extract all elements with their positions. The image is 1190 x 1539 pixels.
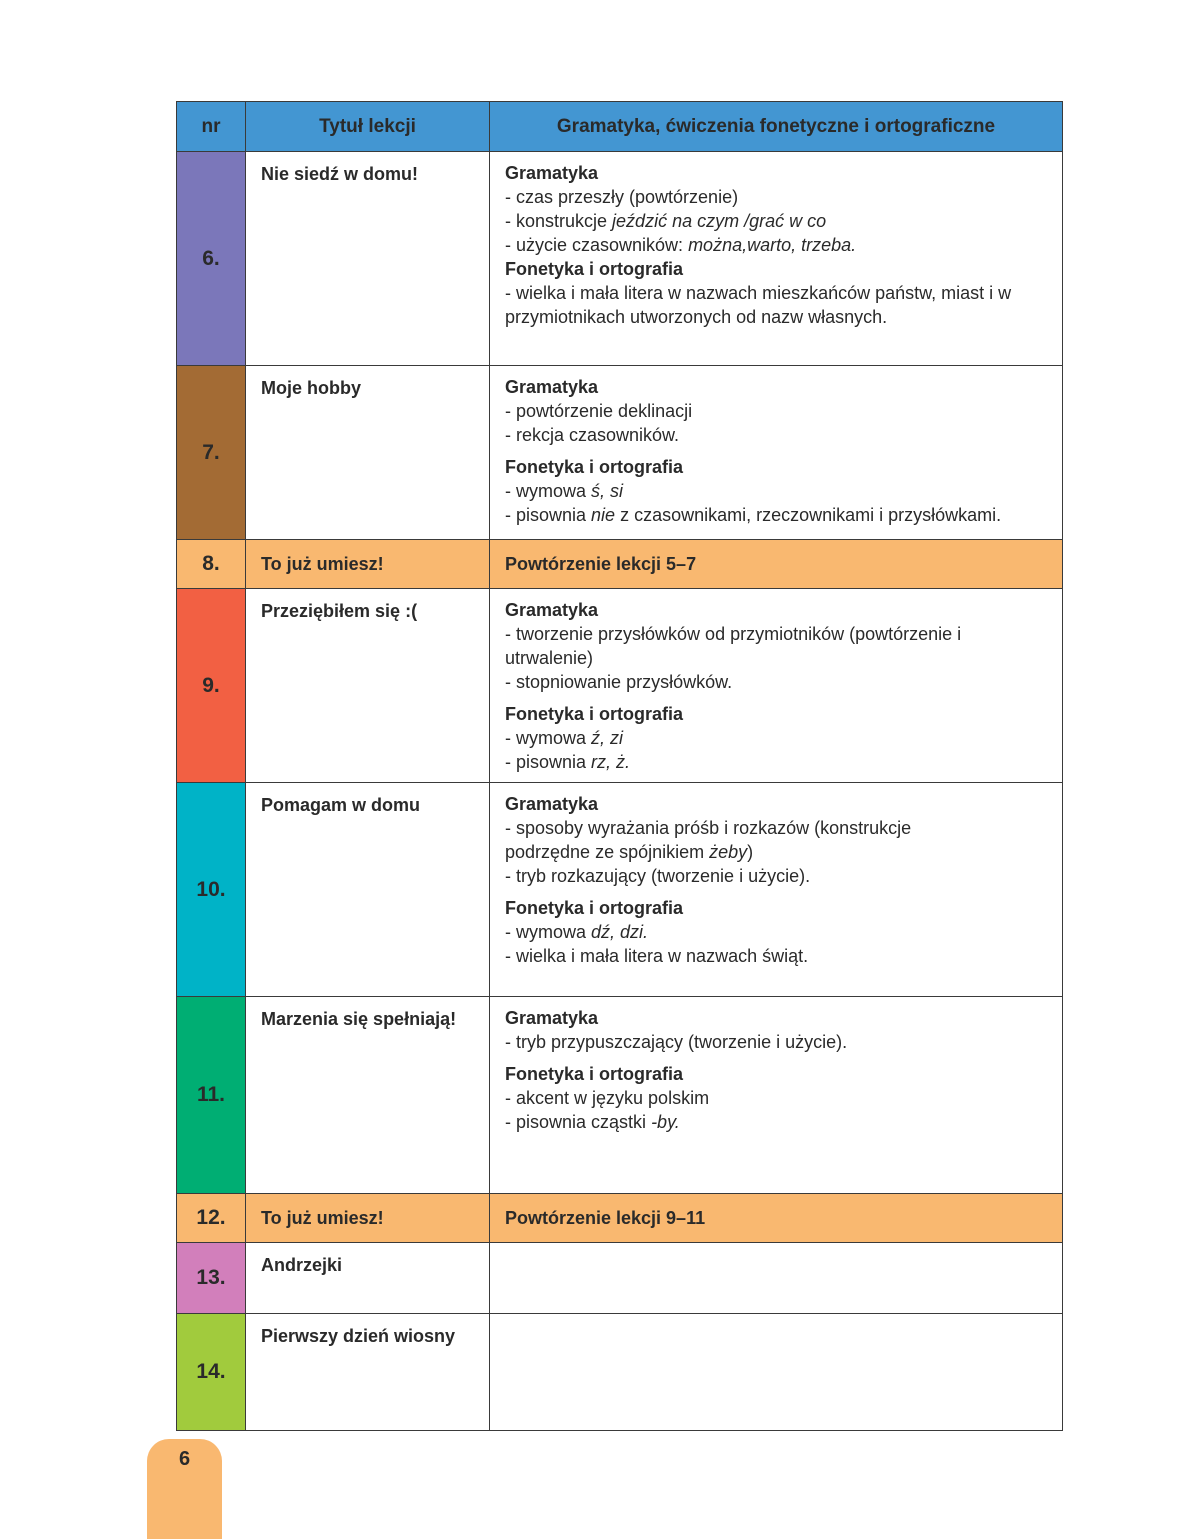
page-number: 6	[178, 1448, 191, 1470]
section-heading: Gramatyka	[505, 377, 599, 397]
content-line: - powtórzenie deklinacji	[505, 401, 693, 421]
section-heading: Fonetyka i ortografia	[505, 259, 684, 279]
lesson-title: Pierwszy dzień wiosny	[246, 1314, 490, 1431]
content-line: - tryb przypuszczający (tworzenie i użycie).	[505, 1032, 848, 1052]
lesson-content	[490, 1314, 1063, 1431]
lesson-title: To już umiesz!	[246, 540, 490, 589]
lesson-number: 12.	[177, 1194, 246, 1243]
grammar-section	[505, 161, 1052, 257]
phonetics-section	[505, 455, 1052, 527]
header-grammar: Gramatyka, ćwiczenia fonetyczne i ortograficzne	[490, 102, 1063, 152]
lesson-row	[177, 997, 1063, 1194]
lesson-number: 9.	[177, 589, 246, 783]
lesson-row	[177, 1243, 1063, 1314]
phonetics-section	[505, 257, 1052, 329]
content-line: - pisownia rz, ż.	[505, 752, 631, 772]
content-line: - tryb rozkazujący (tworzenie i użycie).	[505, 866, 811, 886]
section-heading: Gramatyka	[505, 1008, 599, 1028]
lesson-content	[490, 589, 1063, 783]
content-line: - rekcja czasowników.	[505, 425, 680, 445]
phonetics-section	[505, 1062, 1052, 1134]
lesson-row	[177, 1314, 1063, 1431]
header-row	[177, 102, 1063, 152]
content-line: - sposoby wyrażania próśb i rozkazów (konstrukcje podrzędne ze spójnikiem żeby)	[505, 818, 912, 862]
lesson-title: Moje hobby	[246, 366, 490, 540]
lesson-content	[490, 1243, 1063, 1314]
lesson-number: 8.	[177, 540, 246, 589]
header-title: Tytuł lekcji	[246, 102, 490, 152]
lesson-title: Andrzejki	[246, 1243, 490, 1314]
section-heading: Gramatyka	[505, 600, 599, 620]
content-line: - pisownia cząstki -by.	[505, 1112, 680, 1132]
content-line: - wymowa ś, si	[505, 481, 624, 501]
lesson-content	[490, 783, 1063, 997]
content-line: - wielka i mała litera w nazwach świąt.	[505, 946, 809, 966]
content-line: - tworzenie przysłówków od przymiotników (powtórzenie i utrwalenie)	[505, 624, 962, 668]
lesson-title: To już umiesz!	[246, 1194, 490, 1243]
section-heading: Fonetyka i ortografia	[505, 704, 684, 724]
section-heading: Fonetyka i ortografia	[505, 1064, 684, 1084]
section-heading: Fonetyka i ortografia	[505, 898, 684, 918]
grammar-section	[505, 598, 1052, 694]
lesson-content	[490, 366, 1063, 540]
lessons-table	[176, 101, 1063, 1431]
lesson-title: Nie siedź w domu!	[246, 152, 490, 366]
lesson-number: 6.	[177, 152, 246, 366]
review-row	[177, 540, 1063, 589]
lesson-row	[177, 366, 1063, 540]
section-heading: Gramatyka	[505, 163, 599, 183]
grammar-section	[505, 1006, 1052, 1054]
header-nr: nr	[177, 102, 246, 152]
lesson-row	[177, 152, 1063, 366]
lesson-number: 10.	[177, 783, 246, 997]
content-line: - wymowa dź, dzi.	[505, 922, 649, 942]
content-line: - konstrukcje jeździć na czym /grać w co	[505, 211, 827, 231]
lesson-number: 13.	[177, 1243, 246, 1314]
lesson-content	[490, 152, 1063, 366]
review-content: Powtórzenie lekcji 5–7	[490, 540, 1063, 589]
phonetics-section	[505, 896, 1052, 968]
phonetics-section	[505, 702, 1052, 774]
lesson-title: Przeziębiłem się :(	[246, 589, 490, 783]
grammar-section	[505, 792, 1052, 888]
lesson-number: 14.	[177, 1314, 246, 1431]
lesson-row	[177, 783, 1063, 997]
lesson-content	[490, 997, 1063, 1194]
section-heading: Gramatyka	[505, 794, 599, 814]
grammar-section	[505, 375, 1052, 447]
content-line: - pisownia nie z czasownikami, rzeczownikami i przysłówkami.	[505, 505, 1002, 525]
review-row	[177, 1194, 1063, 1243]
lesson-title: Marzenia się spełniają!	[246, 997, 490, 1194]
review-content: Powtórzenie lekcji 9–11	[490, 1194, 1063, 1243]
content-line: - stopniowanie przysłówków.	[505, 672, 733, 692]
content-line: - wymowa ź, zi	[505, 728, 624, 748]
section-heading: Fonetyka i ortografia	[505, 457, 684, 477]
content-line: - czas przeszły (powtórzenie)	[505, 187, 739, 207]
lesson-number: 11.	[177, 997, 246, 1194]
lesson-title: Pomagam w domu	[246, 783, 490, 997]
content-line: - akcent w języku polskim	[505, 1088, 710, 1108]
content-line: - wielka i mała litera w nazwach mieszkańców państw, miast i w przymiotnikach utworzonych od nazw własnych.	[505, 283, 1012, 327]
lesson-row	[177, 589, 1063, 783]
page-number-tab	[147, 1439, 222, 1539]
content-line: - użycie czasowników: można,warto, trzeba.	[505, 235, 857, 255]
lesson-number: 7.	[177, 366, 246, 540]
